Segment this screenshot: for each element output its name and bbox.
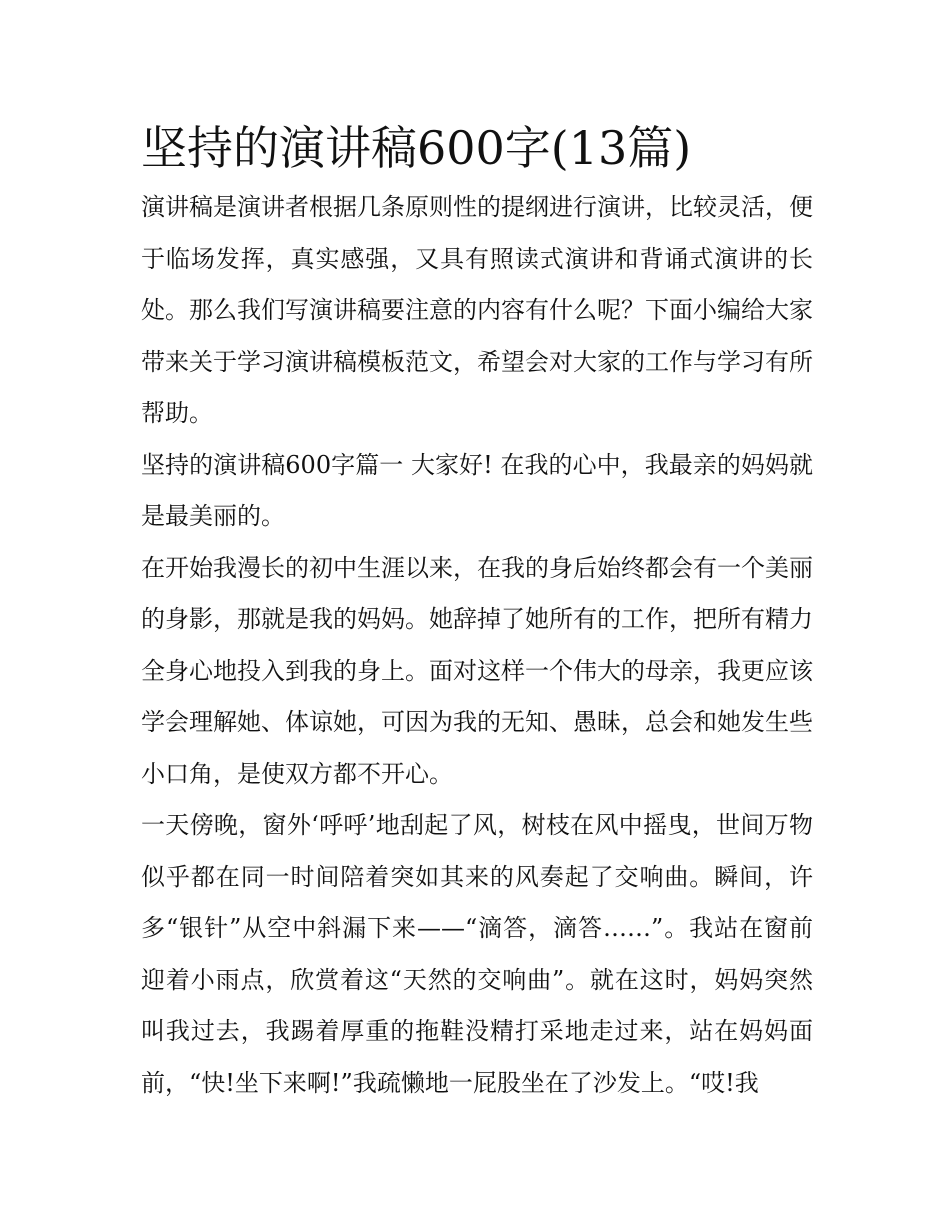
document-page (141, 118, 813, 1109)
paragraph-mother: 在开始我漫长的初中生涯以来，在我的身后始终都会有一个美丽的身影，那就是我的妈妈。她辞掉了她所有的工作，把所有精力全身心地投入到我的身上。面对这样一个伟大的母亲，我更应该学会理解她、体谅她，可因为我的无知、愚昧，总会和她发生些小口角，是使双方都不开心。 (141, 553, 813, 788)
paragraph-intro: 演讲稿是演讲者根据几条原则性的提纲进行演讲，比较灵活，便于临场发挥，真实感强，又具有照读式演讲和背诵式演讲的长处。那么我们写演讲稿要注意的内容有什么呢？下面小编给大家带来关于学习演讲稿模板范文，希望会对大家的工作与学习有所帮助。 (141, 193, 813, 427)
paragraph-evening: 一天傍晚，窗外‘呼呼’地刮起了风，树枝在风中摇曳，世间万物似乎都在同一时间陪着突如其来的风奏起了交响曲。瞬间，许多“银针”从空中斜漏下来——“滴答，滴答……”。我站在窗前迎着小雨点，欣赏着这“天然的交响曲”。就在这时，妈妈突然叫我过去，我踢着厚重的拖鞋没精打采地走过来，站在妈妈面前，“快!坐下来啊!”我疏懒地一屁股坐在了沙发上。“哎!我 (141, 811, 813, 1097)
document-title: 坚持的演讲稿600字(13篇) (141, 121, 692, 175)
paragraph-speech-opening: 坚持的演讲稿600字篇一 大家好! 在我的心中，我最亲的妈妈就是最美丽的。 (141, 450, 813, 530)
